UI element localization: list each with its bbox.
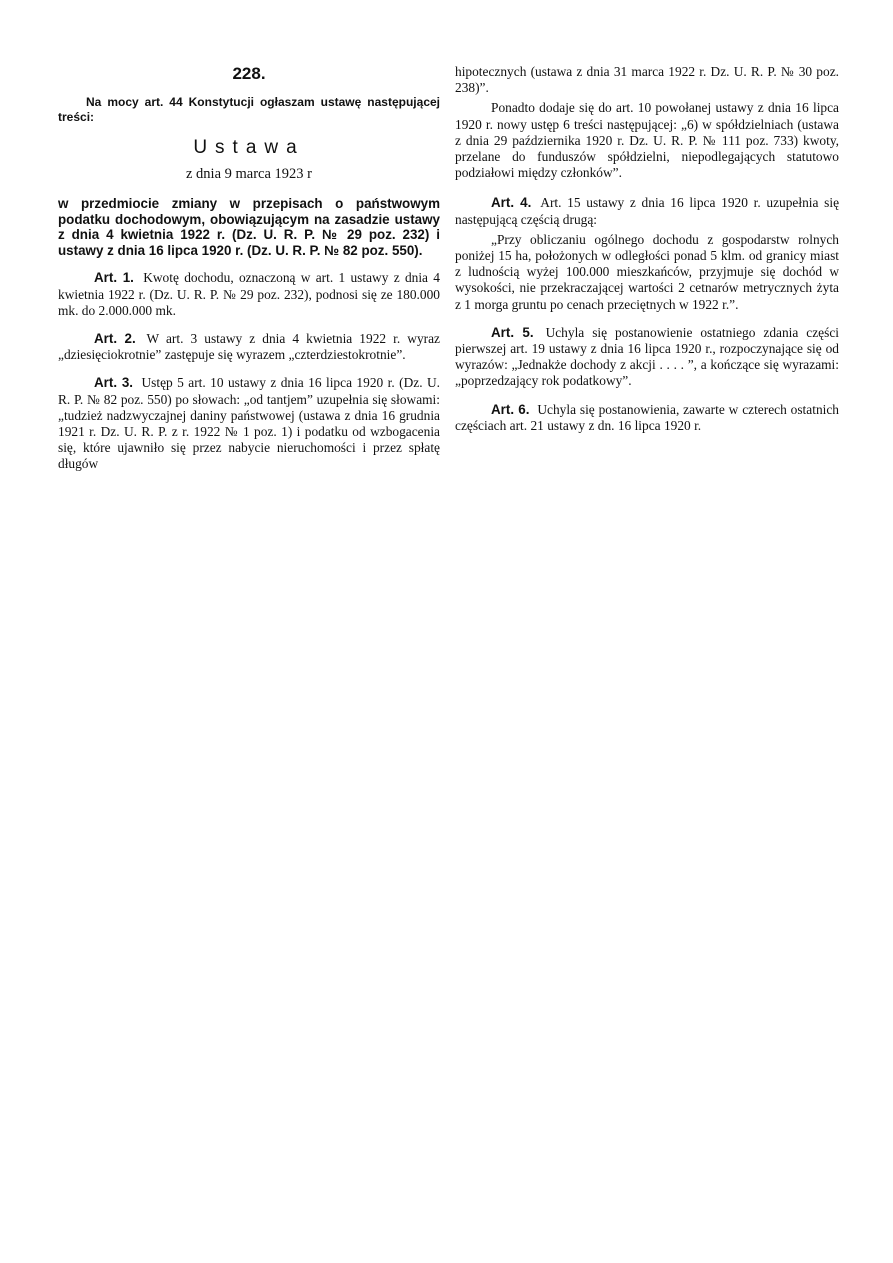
article-3-paragraph-2: Ponadto dodaje się do art. 10 powołanej ustawy z dnia 16 lipca 1920 r. nowy ustęp 6 treści następującej: „6) w spółdzielniach (ustawa z dnia 29 października 1920 r. Dz. U. R. P. № 111 poz. 733) kwoty, przelane do funduszów spółdzielni, niepodlegających statutowo podziałowi między członków”. — [455, 100, 839, 181]
article-2-text: W art. 3 ustawy z dnia 4 kwietnia 1922 r. wyraz „dziesięciokrotnie” zastępuje się wyrazem „czterdziestokrotnie”. — [58, 330, 440, 363]
article-5-label: Art. 5. — [491, 324, 534, 340]
spacer — [455, 185, 839, 195]
article-4-text: Art. 15 ustawy z dnia 16 lipca 1920 r. uzupełnia się następującą częścią drugą: — [455, 195, 840, 227]
preamble: Na mocy art. 44 Konstytucji ogłaszam ustawę następującej treści: — [58, 95, 440, 124]
article-4 — [455, 195, 839, 227]
article-4-quote: „Przy obliczaniu ogólnego dochodu z gospodarstw rolnych poniżej 15 ha, położonych w odległości ponad 5 klm. od granicy miast z ludnością wyżej 100.000 mieszkańców, przyjmuje się dochód w wysokości, nie przekraczającej wartości 2 cetnarów metrycznych żyta z 1 morga gruntu po cenach przeciętnych w 1922 r.”. — [455, 231, 839, 312]
article-1-text: Kwotę dochodu, oznaczoną w art. 1 ustawy z dnia 4 kwietnia 1922 r. (Dz. U. R. P. № 29 poz. 232), podnosi się ze 180.000 mk. do 2.000.000 mk. — [58, 270, 440, 318]
article-5-text: Uchyla się postanowienie ostatniego zdania części pierwszej art. 19 ustawy z dnia 16 lipca 1920 r., rozpoczynające się od wyrazów: „Jednakże dochody z akcji . . . . ”, a kończące się wyrazami: „poprzedzający rok podatkowy”. — [455, 324, 839, 389]
article-2 — [58, 331, 440, 363]
act-title: Ustawa — [193, 137, 305, 158]
article-3-label: Art. 3. — [94, 375, 134, 391]
article-5 — [455, 325, 839, 390]
article-4-label: Art. 4. — [491, 195, 532, 211]
article-1-label: Art. 1. — [94, 270, 134, 286]
article-6-text: Uchyla się postanowienia, zawarte w czterech ostatnich częściach art. 21 ustawy z dn. 16 lipca 1920 r. — [455, 401, 839, 433]
position-number: 228. — [232, 64, 266, 83]
article-3 — [58, 375, 440, 472]
right-column — [455, 64, 839, 446]
article-6-label: Art. 6. — [491, 401, 530, 417]
act-date: z dnia 9 marca 1923 r — [185, 166, 313, 182]
article-2-label: Art. 2. — [94, 330, 136, 346]
article-3-text-part2: hipotecznych (ustawa z dnia 31 marca 1922 r. Dz. U. R. P. № 30 poz. 238)”. — [455, 64, 839, 96]
article-1 — [58, 270, 440, 319]
act-subject: w przedmiocie zmiany w przepisach o państwowym podatku dochodowym, obowiązującym na zasadzie ustawy z dnia 4 kwietnia 1922 r. (Dz. U. R. P. № 29 poz. 232) i ustawy z dnia 16 lipca 1920 r. (Dz. U. R. P. № 82 poz. 550). — [58, 196, 440, 258]
article-6 — [455, 402, 839, 434]
left-column — [58, 64, 440, 485]
article-3-text-part1: Ustęp 5 art. 10 ustawy z dnia 16 lipca 1920 r. (Dz. U. R. P. № 82 poz. 550) po słowach: „od tantjem” uzupełnia się słowami: „tudzież nadzwyczajnej daniny państwowej (ustawa z dnia 16 grudnia 1921 r. Dz. U. R. P. z r. 1922 № 1 poz. 1) i podatku od wzbogacenia się, które ujawniło się przez nabycie nieruchomości i przez spłatę długów — [58, 375, 440, 472]
